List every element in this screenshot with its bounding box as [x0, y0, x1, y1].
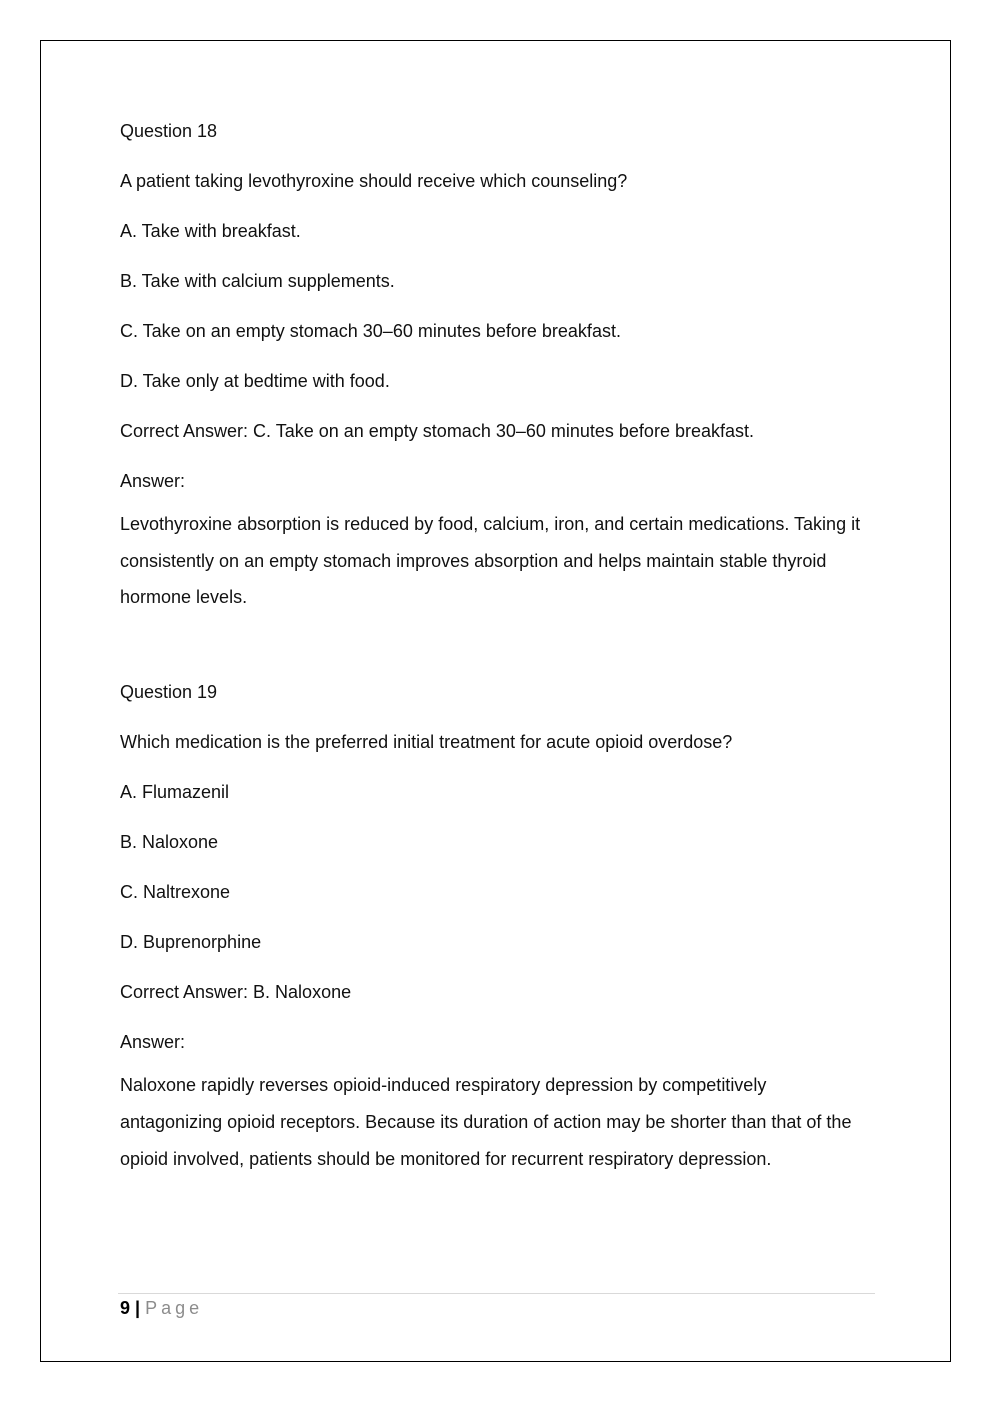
page-label: Page — [145, 1298, 204, 1318]
answer-explanation: Levothyroxine absorption is reduced by food, calcium, iron, and certain medications. Taking it consistently on an empty stomach improves absorption and helps maintain stable thyroid hormone levels. — [120, 514, 861, 608]
correct-answer: Correct Answer: B. Naloxone — [120, 982, 352, 1003]
answer-label: Answer: — [120, 471, 186, 491]
option-b: B. Naloxone — [120, 832, 219, 853]
footer-divider — [118, 1293, 875, 1294]
page-footer — [120, 1296, 203, 1320]
question-heading: Question 18 — [120, 121, 218, 141]
document-body — [120, 119, 870, 1177]
option-d: D. Buprenorphine — [120, 932, 262, 953]
footer-separator: | — [135, 1298, 141, 1318]
option-c: C. Take on an empty stomach 30–60 minutes before breakfast. — [120, 321, 621, 341]
option-c: C. Naltrexone — [120, 882, 231, 903]
question-prompt: A patient taking levothyroxine should receive which counseling? — [120, 171, 628, 191]
option-a: A. Flumazenil — [120, 782, 230, 803]
option-a: A. Take with breakfast. — [120, 221, 301, 241]
question-prompt: Which medication is the preferred initial treatment for acute opioid overdose? — [120, 732, 733, 753]
question-block-18 — [120, 119, 870, 616]
option-d: D. Take only at bedtime with food. — [120, 371, 390, 391]
answer-explanation: Naloxone rapidly reverses opioid-induced respiratory depression by competitively antagonizing opioid receptors. Because its duration of action may be shorter than that of the opioid involved, patients should be monitored for recurrent respiratory depression. — [120, 1075, 852, 1169]
page-number: 9 — [120, 1298, 131, 1318]
correct-answer: Correct Answer: C. Take on an empty stomach 30–60 minutes before breakfast. — [120, 421, 754, 441]
question-heading: Question 19 — [120, 682, 218, 703]
option-b: B. Take with calcium supplements. — [120, 271, 395, 291]
question-block-19 — [120, 680, 870, 1177]
section-spacer — [120, 616, 870, 680]
answer-label: Answer: — [120, 1032, 186, 1053]
